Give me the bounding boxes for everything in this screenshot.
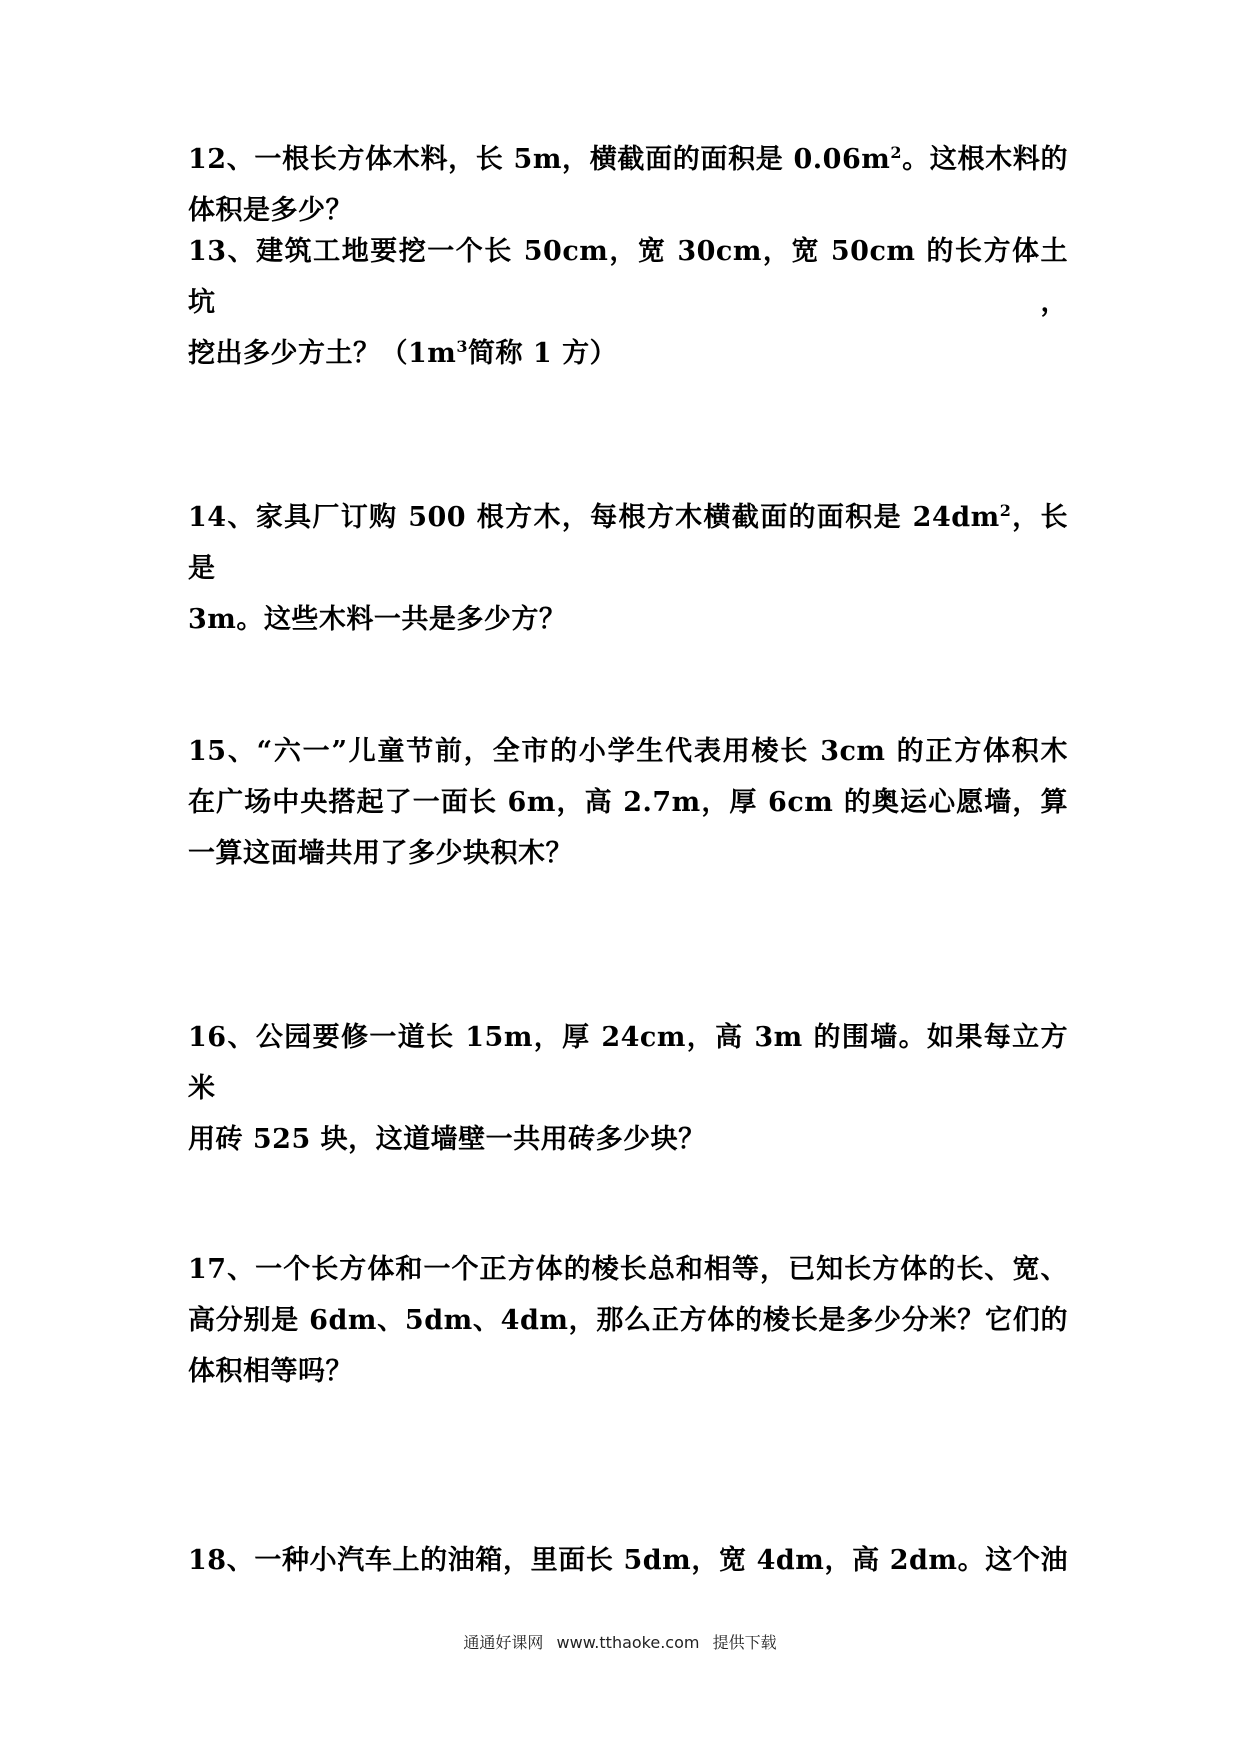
problem-line: 14、家具厂订购 500 根方木，每根方木横截面的面积是 $24dm^2$，长是 xyxy=(188,501,1069,584)
problem-17 xyxy=(188,1244,1068,1397)
problem-line: 12、一根长方体木料，长 5m，横截面的面积是 $0.06m^2$。这根木料的 xyxy=(188,143,1068,175)
problem-15 xyxy=(188,726,1068,879)
problem-line: 18、一种小汽车上的油箱，里面长 5dm，宽 4dm，高 2dm。这个油 xyxy=(188,1545,1068,1576)
problem-18 xyxy=(188,1535,1068,1586)
problem-line: 13、建筑工地要挖一个长 50cm，宽 30cm，宽 50cm 的长方体土坑， xyxy=(188,236,1068,318)
problem-line: 在广场中央搭起了一面长 6m，高 2.7m，厚 6cm 的奥运心愿墙，算 xyxy=(188,787,1068,818)
problem-line: 16、公园要修一道长 15m，厚 24cm，高 3m 的围墙。如果每立方米 xyxy=(188,1022,1068,1104)
page-footer xyxy=(0,1630,1240,1653)
footer-site-name: 通通好课网 xyxy=(463,1633,544,1652)
footer-suffix: 提供下载 xyxy=(712,1633,777,1652)
problem-line: 15、“六一”儿童节前，全市的小学生代表用棱长 3cm 的正方体积木 xyxy=(188,736,1068,767)
footer-url[interactable]: www.tthaoke.com xyxy=(556,1633,700,1652)
problem-12 xyxy=(188,134,1068,236)
problem-13 xyxy=(188,226,1068,379)
problem-line: 17、一个长方体和一个正方体的棱长总和相等，已知长方体的长、宽、 xyxy=(188,1254,1068,1285)
problem-line: 体积相等吗？ xyxy=(188,1356,353,1387)
problem-line: 一算这面墙共用了多少块积木？ xyxy=(188,838,573,869)
problem-line: 3m。这些木料一共是多少方？ xyxy=(188,604,567,635)
problem-line: 高分别是 6dm、5dm、4dm，那么正方体的棱长是多少分米？它们的 xyxy=(188,1305,1068,1336)
problem-line: 体积是多少？ xyxy=(188,195,353,226)
problem-14 xyxy=(188,492,1068,645)
problem-16 xyxy=(188,1012,1068,1165)
problem-line: 用砖 525 块，这道墙壁一共用砖多少块？ xyxy=(188,1124,706,1155)
problem-line: 挖出多少方土？（$1m^3$简称 1 方） xyxy=(188,337,618,369)
